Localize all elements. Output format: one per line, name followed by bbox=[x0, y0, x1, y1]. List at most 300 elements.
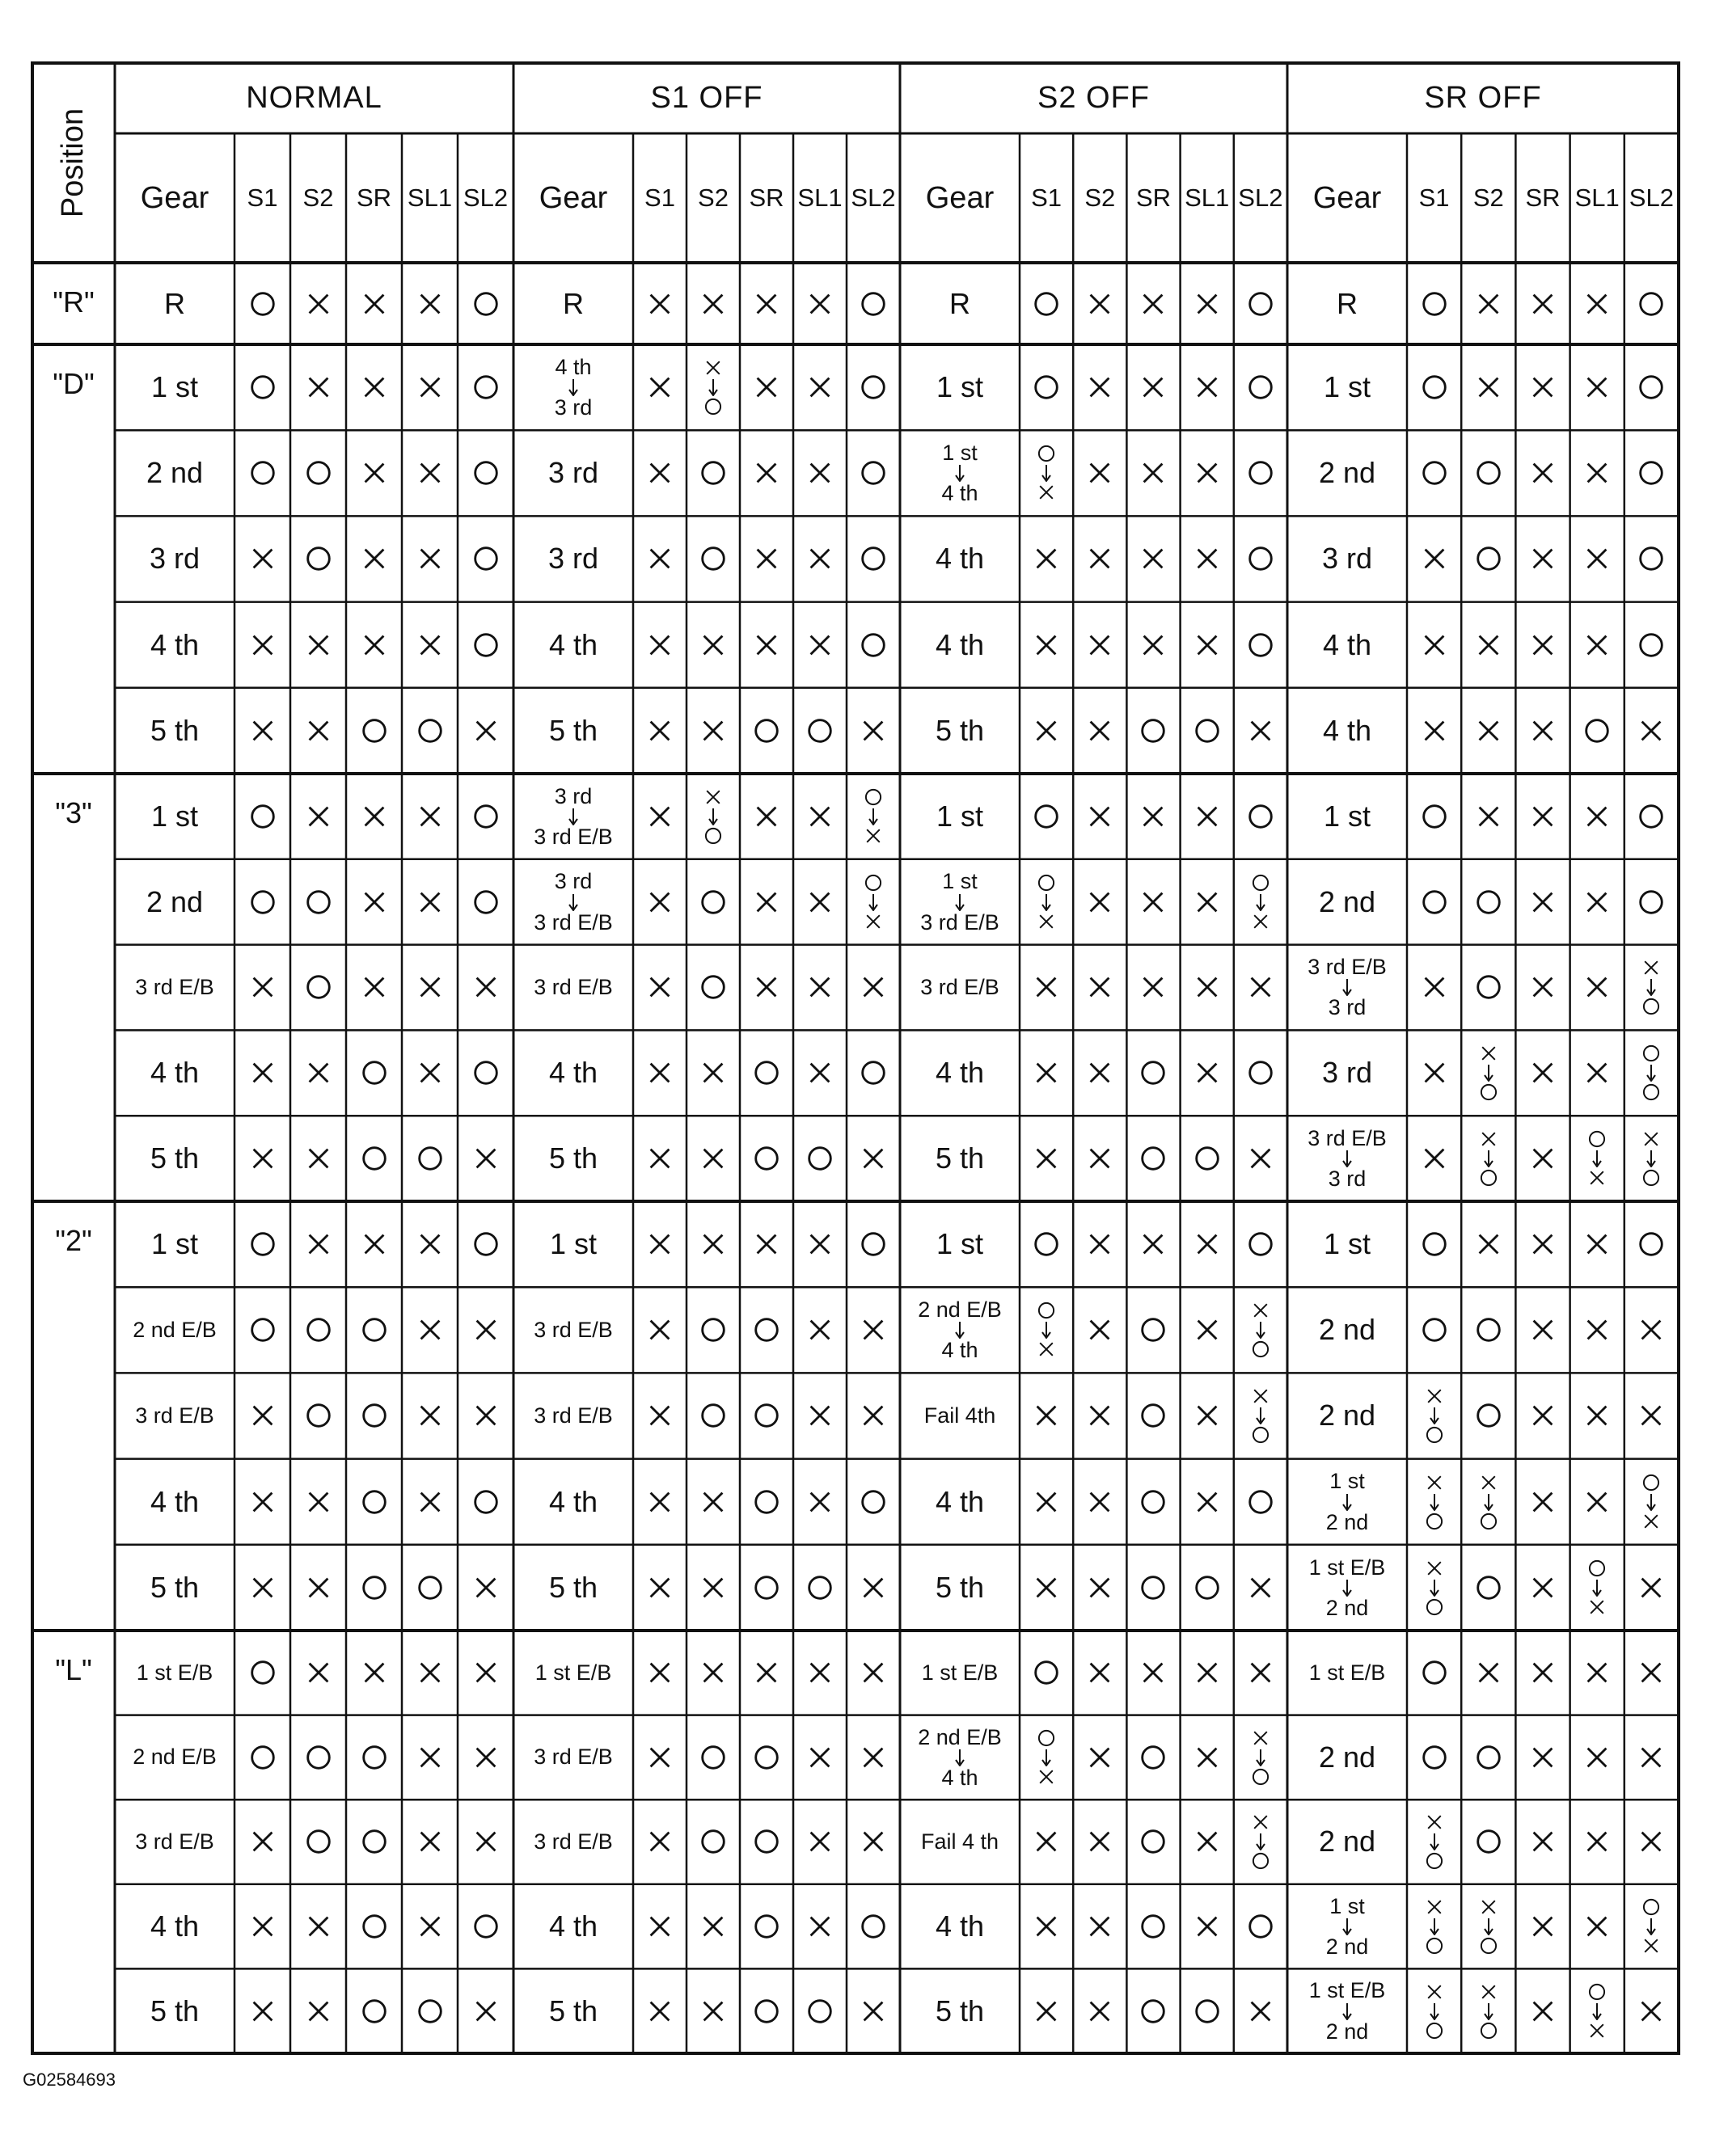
solenoid-state-cell bbox=[346, 688, 402, 774]
solenoid-state-cell bbox=[290, 859, 346, 945]
gear-value: 5 th bbox=[548, 1994, 598, 2027]
gear-value: 3 rd E/B bbox=[135, 974, 214, 999]
on-circle bbox=[703, 891, 725, 913]
on-symbol bbox=[1586, 1981, 1607, 2002]
off-symbol bbox=[415, 458, 446, 488]
off-symbol bbox=[1138, 887, 1168, 918]
solenoid-state-cell bbox=[1461, 859, 1515, 945]
solenoid-state-cell bbox=[793, 1459, 847, 1545]
solenoid-state-cell bbox=[847, 945, 900, 1031]
solenoid-state-cell bbox=[740, 1631, 793, 1715]
on-circle bbox=[1423, 293, 1445, 314]
gear-value: 5 th bbox=[548, 1570, 598, 1604]
solenoid-state-cell bbox=[847, 1373, 900, 1458]
solenoid-state-cell bbox=[687, 1968, 740, 2053]
solenoid-state-cell bbox=[1570, 602, 1624, 688]
solenoid-state-cell bbox=[847, 516, 900, 601]
solenoid-state-cell bbox=[687, 1030, 740, 1116]
solenoid-state-cell bbox=[1407, 1799, 1461, 1884]
solenoid-state-cell bbox=[740, 859, 793, 945]
solenoid-state-cell bbox=[1407, 774, 1461, 859]
solenoid-state-cell bbox=[1126, 1459, 1180, 1545]
on-circle bbox=[1250, 1491, 1272, 1513]
gear-cell bbox=[1287, 1287, 1407, 1373]
solenoid-state-cell bbox=[402, 774, 458, 859]
gear-value: 4 th bbox=[935, 627, 985, 661]
gear-cell bbox=[513, 1116, 633, 1201]
solenoid-state-cell bbox=[740, 945, 793, 1031]
solenoid-state-cell bbox=[847, 430, 900, 516]
off-symbol bbox=[1031, 630, 1062, 660]
solenoid-state-cell bbox=[1234, 945, 1287, 1031]
off-symbol bbox=[698, 715, 729, 746]
on-circle bbox=[703, 1831, 725, 1853]
solenoid-state-cell bbox=[1407, 516, 1461, 601]
off-symbol bbox=[1138, 458, 1168, 488]
on-symbol bbox=[1031, 1229, 1062, 1259]
on-circle bbox=[1036, 293, 1058, 314]
solenoid-header-s2 bbox=[1073, 133, 1126, 263]
on-symbol bbox=[1138, 1314, 1168, 1345]
on-circle bbox=[363, 1831, 385, 1853]
on-circle bbox=[1423, 1319, 1445, 1341]
solenoid-state-cell bbox=[740, 344, 793, 430]
on-symbol bbox=[359, 1996, 390, 2027]
off-symbol bbox=[1084, 1314, 1115, 1345]
on-circle bbox=[307, 462, 329, 484]
on-circle bbox=[1477, 1577, 1499, 1599]
on-circle bbox=[863, 1234, 885, 1255]
on-circle bbox=[251, 806, 273, 828]
solenoid-state-cell bbox=[1020, 688, 1073, 774]
on-symbol bbox=[858, 1229, 889, 1259]
gear-cell bbox=[115, 774, 234, 859]
off-symbol bbox=[1419, 543, 1450, 574]
off-symbol bbox=[303, 801, 334, 832]
off-symbol bbox=[247, 1826, 278, 1857]
off-symbol bbox=[644, 887, 675, 918]
on-symbol bbox=[858, 1911, 889, 1942]
solenoid-state-cell bbox=[290, 1715, 346, 1800]
gear-cell bbox=[513, 263, 633, 344]
gear-cell bbox=[513, 430, 633, 516]
gear-value: R bbox=[164, 286, 185, 320]
off-symbol bbox=[1473, 372, 1504, 403]
off-symbol bbox=[1527, 1057, 1558, 1088]
off-symbol bbox=[805, 972, 835, 1002]
on-circle bbox=[1586, 720, 1608, 742]
solenoid-state-cell bbox=[1181, 1373, 1234, 1458]
solenoid-state-cell bbox=[1234, 859, 1287, 945]
solenoid-state-cell bbox=[633, 1201, 687, 1287]
off-symbol bbox=[247, 1487, 278, 1517]
solenoid-state-cell bbox=[740, 430, 793, 516]
gear-value: 4 th bbox=[935, 1909, 985, 1943]
off-symbol bbox=[1424, 1981, 1445, 2002]
position-label bbox=[32, 344, 115, 430]
solenoid-state-cell bbox=[1126, 1631, 1180, 1715]
solenoid-state-cell bbox=[1570, 1884, 1624, 1969]
on-circle bbox=[251, 1747, 273, 1769]
off-symbol bbox=[1527, 1229, 1558, 1259]
transition-arrow-icon bbox=[1254, 1749, 1267, 1766]
on-symbol bbox=[1419, 1742, 1450, 1773]
solenoid-state-cell bbox=[1126, 688, 1180, 774]
gear-cell bbox=[513, 1030, 633, 1116]
on-symbol bbox=[1419, 887, 1450, 918]
gear-value: Fail 4th bbox=[923, 1403, 996, 1428]
transition-arrow-icon bbox=[1482, 1150, 1495, 1167]
solenoid-state-cell bbox=[402, 1631, 458, 1715]
gear-cell bbox=[900, 516, 1020, 601]
solenoid-state-cell bbox=[1515, 1459, 1569, 1545]
solenoid-state-cell bbox=[1461, 945, 1515, 1031]
on-symbol bbox=[1636, 372, 1667, 403]
solenoid-state-cell bbox=[290, 1030, 346, 1116]
off-symbol bbox=[698, 1911, 729, 1942]
off-symbol bbox=[698, 630, 729, 660]
on-circle bbox=[703, 1405, 725, 1427]
on-symbol bbox=[1245, 630, 1276, 660]
on-circle bbox=[363, 2000, 385, 2022]
off-symbol bbox=[1250, 1300, 1271, 1321]
solenoid-state-cell bbox=[1020, 1287, 1073, 1373]
on-symbol bbox=[1250, 1850, 1271, 1871]
on-symbol bbox=[1641, 1082, 1662, 1103]
solenoid-state-cell bbox=[847, 1459, 900, 1545]
solenoid-state-cell bbox=[1234, 688, 1287, 774]
off-symbol bbox=[805, 1314, 835, 1345]
solenoid-state-cell bbox=[633, 516, 687, 601]
off-symbol bbox=[1031, 1572, 1062, 1603]
solenoid-state-cell bbox=[402, 1201, 458, 1287]
gear-cell bbox=[1287, 1201, 1407, 1287]
on-symbol bbox=[1250, 1339, 1271, 1360]
solenoid-state-cell bbox=[402, 1968, 458, 2053]
transition-arrow-icon bbox=[1645, 1150, 1658, 1167]
gear-cell bbox=[115, 859, 234, 945]
off-symbol bbox=[698, 289, 729, 319]
gear-cell bbox=[513, 1373, 633, 1458]
off-symbol bbox=[644, 372, 675, 403]
solenoid-state-cell bbox=[346, 1201, 402, 1287]
off-symbol bbox=[698, 1487, 729, 1517]
gear-to: 2 nd bbox=[1325, 1595, 1369, 1620]
on-circle bbox=[1039, 446, 1054, 461]
solenoid-state-cell bbox=[1234, 1968, 1287, 2053]
on-circle bbox=[307, 548, 329, 570]
solenoid-state-cell bbox=[458, 859, 513, 945]
transition-arrow-icon bbox=[1341, 978, 1354, 996]
off-symbol bbox=[1527, 1657, 1558, 1688]
solenoid-state-cell bbox=[1181, 430, 1234, 516]
off-symbol bbox=[1192, 543, 1223, 574]
solenoid-state-cell bbox=[1020, 859, 1073, 945]
transition-arrow-icon bbox=[1040, 893, 1053, 911]
gear-cell bbox=[513, 859, 633, 945]
solenoid-state-cell bbox=[1515, 1799, 1569, 1884]
on-symbol bbox=[1419, 372, 1450, 403]
off-symbol bbox=[1582, 1487, 1612, 1517]
on-circle bbox=[1644, 1900, 1658, 1914]
solenoid-state-cell bbox=[1570, 1715, 1624, 1800]
solenoid-state-cell bbox=[1181, 1116, 1234, 1201]
gear-value: 3 rd E/B bbox=[534, 974, 613, 999]
solenoid-header-label: S1 bbox=[1418, 184, 1450, 212]
off-symbol bbox=[1582, 1742, 1612, 1773]
solenoid-state-cell bbox=[1461, 1116, 1515, 1201]
solenoid-state-cell bbox=[1407, 344, 1461, 430]
on-symbol bbox=[858, 372, 889, 403]
on-symbol bbox=[1424, 1597, 1445, 1618]
transition-arrow-icon bbox=[1428, 1493, 1441, 1511]
on-symbol bbox=[1250, 1766, 1271, 1787]
solenoid-state-cell bbox=[1515, 1545, 1569, 1631]
gear-value: 4 th bbox=[935, 1484, 985, 1518]
on-symbol bbox=[1245, 543, 1276, 574]
on-circle bbox=[251, 1319, 273, 1341]
on-circle bbox=[307, 1405, 329, 1427]
on-symbol bbox=[751, 715, 782, 746]
off-symbol bbox=[1478, 1043, 1499, 1064]
off-symbol bbox=[1192, 1229, 1223, 1259]
solenoid-state-cell bbox=[1073, 1116, 1126, 1201]
gear-header bbox=[513, 133, 633, 263]
on-circle bbox=[756, 2000, 778, 2022]
off-symbol bbox=[858, 1657, 889, 1688]
off-symbol bbox=[751, 1657, 782, 1688]
off-symbol bbox=[1424, 1472, 1445, 1493]
gear-value: R bbox=[563, 286, 584, 320]
on-circle bbox=[1250, 293, 1272, 314]
off-symbol bbox=[471, 972, 501, 1002]
off-symbol bbox=[1031, 1826, 1062, 1857]
solenoid-state-cell bbox=[1407, 1030, 1461, 1116]
on-symbol bbox=[247, 1742, 278, 1773]
solenoid-state-cell bbox=[1234, 1287, 1287, 1373]
solenoid-state-cell bbox=[290, 1545, 346, 1631]
solenoid-state-cell bbox=[687, 859, 740, 945]
solenoid-state-cell bbox=[1234, 1459, 1287, 1545]
off-symbol bbox=[1138, 543, 1168, 574]
off-symbol bbox=[1031, 972, 1062, 1002]
on-circle bbox=[363, 1148, 385, 1170]
gear-value: 1 st bbox=[936, 1227, 984, 1261]
on-symbol bbox=[415, 1572, 446, 1603]
solenoid-state-cell bbox=[1515, 344, 1569, 430]
off-symbol bbox=[1527, 1911, 1558, 1942]
solenoid-header-s2 bbox=[1461, 133, 1515, 263]
solenoid-state-cell bbox=[1461, 1545, 1515, 1631]
off-symbol bbox=[1138, 1657, 1168, 1688]
off-symbol bbox=[1084, 1657, 1115, 1688]
gear-value: 4 th bbox=[1322, 713, 1372, 747]
solenoid-state-cell bbox=[1570, 859, 1624, 945]
solenoid-state-cell bbox=[1020, 344, 1073, 430]
gear-cell bbox=[1287, 1799, 1407, 1884]
on-circle bbox=[1196, 1577, 1218, 1599]
solenoid-state-cell bbox=[458, 1459, 513, 1545]
solenoid-state-cell bbox=[740, 1201, 793, 1287]
solenoid-state-cell bbox=[1407, 1715, 1461, 1800]
off-symbol bbox=[247, 630, 278, 660]
on-symbol bbox=[1138, 715, 1168, 746]
off-symbol bbox=[471, 1657, 501, 1688]
gear-cell bbox=[1287, 945, 1407, 1031]
on-symbol bbox=[359, 1742, 390, 1773]
gear-cell bbox=[115, 1201, 234, 1287]
on-circle bbox=[1250, 1916, 1272, 1938]
solenoid-state-cell bbox=[740, 263, 793, 344]
off-symbol bbox=[415, 801, 446, 832]
solenoid-state-cell bbox=[346, 774, 402, 859]
solenoid-state-cell bbox=[1407, 430, 1461, 516]
on-symbol bbox=[1245, 1229, 1276, 1259]
on-symbol bbox=[751, 1826, 782, 1857]
transition-arrow-icon bbox=[1428, 1407, 1441, 1424]
solenoid-state-cell bbox=[793, 688, 847, 774]
on-symbol bbox=[359, 1143, 390, 1174]
solenoid-state-cell bbox=[1126, 1968, 1180, 2053]
solenoid-state-cell bbox=[346, 1968, 402, 2053]
solenoid-state-cell bbox=[793, 1631, 847, 1715]
off-symbol bbox=[303, 1572, 334, 1603]
off-symbol bbox=[1582, 801, 1612, 832]
gear-value: 5 th bbox=[935, 713, 985, 747]
on-symbol bbox=[1419, 1657, 1450, 1688]
solenoid-state-cell bbox=[1126, 1287, 1180, 1373]
off-symbol bbox=[359, 1229, 390, 1259]
solenoid-state-cell bbox=[740, 516, 793, 601]
on-symbol bbox=[247, 1657, 278, 1688]
off-symbol bbox=[1527, 289, 1558, 319]
off-symbol bbox=[415, 1826, 446, 1857]
on-symbol bbox=[1138, 1572, 1168, 1603]
on-circle bbox=[475, 1491, 496, 1513]
gear-cell bbox=[900, 1201, 1020, 1287]
solenoid-header-label: SL1 bbox=[797, 184, 843, 212]
on-circle bbox=[1250, 462, 1272, 484]
off-symbol bbox=[1036, 911, 1057, 932]
gear-value: 1 st bbox=[150, 799, 199, 833]
off-symbol bbox=[1582, 1826, 1612, 1857]
solenoid-state-cell bbox=[1407, 263, 1461, 344]
on-symbol bbox=[415, 1143, 446, 1174]
solenoid-state-cell bbox=[1181, 1884, 1234, 1969]
on-circle bbox=[863, 377, 885, 399]
solenoid-state-cell bbox=[1181, 859, 1234, 945]
on-circle bbox=[1143, 2000, 1164, 2022]
on-symbol bbox=[1636, 1229, 1667, 1259]
transition-arrow-icon bbox=[1040, 1321, 1053, 1339]
solenoid-header-label: S2 bbox=[1472, 184, 1504, 212]
on-circle bbox=[1039, 1731, 1054, 1745]
solenoid-header-sr bbox=[1515, 133, 1569, 263]
on-circle bbox=[475, 891, 496, 913]
on-symbol bbox=[751, 1487, 782, 1517]
off-symbol bbox=[415, 1742, 446, 1773]
off-symbol bbox=[698, 1996, 729, 2027]
gear-cell bbox=[1287, 1715, 1407, 1800]
on-symbol bbox=[858, 1487, 889, 1517]
off-symbol bbox=[247, 543, 278, 574]
gear-cell bbox=[900, 263, 1020, 344]
on-symbol bbox=[863, 872, 884, 893]
on-symbol bbox=[1138, 1996, 1168, 2027]
off-symbol bbox=[415, 372, 446, 403]
solenoid-state-cell bbox=[290, 688, 346, 774]
solenoid-header-label: SL2 bbox=[851, 184, 896, 212]
off-symbol bbox=[303, 1057, 334, 1088]
solenoid-state-cell bbox=[1461, 1715, 1515, 1800]
gear-cell bbox=[513, 602, 633, 688]
off-symbol bbox=[359, 543, 390, 574]
gear-value: 2 nd bbox=[146, 456, 204, 490]
gear-value: 2 nd bbox=[1318, 456, 1376, 490]
on-symbol bbox=[359, 1487, 390, 1517]
on-circle bbox=[419, 720, 441, 742]
off-symbol bbox=[1582, 1657, 1612, 1688]
off-symbol bbox=[644, 1742, 675, 1773]
off-symbol bbox=[1582, 972, 1612, 1002]
gear-value: 4 th bbox=[548, 1484, 598, 1518]
on-circle bbox=[251, 1662, 273, 1684]
on-circle bbox=[809, 1148, 831, 1170]
off-symbol bbox=[359, 630, 390, 660]
on-circle bbox=[1143, 720, 1164, 742]
solenoid-state-cell bbox=[740, 602, 793, 688]
solenoid-state-cell bbox=[458, 688, 513, 774]
off-symbol bbox=[698, 1143, 729, 1174]
solenoid-state-cell bbox=[1020, 430, 1073, 516]
gear-value: 2 nd bbox=[1318, 884, 1376, 918]
off-symbol bbox=[644, 715, 675, 746]
solenoid-state-cell bbox=[1515, 263, 1569, 344]
position-label-text: "3" bbox=[55, 796, 92, 829]
solenoid-state-cell bbox=[1624, 1799, 1679, 1884]
off-symbol bbox=[751, 1229, 782, 1259]
solenoid-state-cell bbox=[346, 430, 402, 516]
solenoid-state-cell bbox=[1126, 1884, 1180, 1969]
solenoid-state-cell bbox=[1570, 1030, 1624, 1116]
solenoid-state-cell bbox=[458, 1116, 513, 1201]
solenoid-state-cell bbox=[234, 1201, 290, 1287]
solenoid-state-cell bbox=[687, 430, 740, 516]
off-symbol bbox=[751, 372, 782, 403]
solenoid-header-s1 bbox=[633, 133, 687, 263]
transition-arrow-icon bbox=[567, 808, 580, 825]
off-symbol bbox=[1084, 458, 1115, 488]
on-symbol bbox=[1636, 289, 1667, 319]
solenoid-state-cell bbox=[793, 263, 847, 344]
gear-cell bbox=[1287, 1030, 1407, 1116]
gear-to: 4 th bbox=[941, 1765, 978, 1790]
solenoid-state-cell bbox=[234, 263, 290, 344]
gear-to: 4 th bbox=[941, 1338, 978, 1363]
on-symbol bbox=[471, 801, 501, 832]
on-symbol bbox=[858, 1057, 889, 1088]
off-symbol bbox=[1424, 1386, 1445, 1407]
gear-cell bbox=[513, 516, 633, 601]
solenoid-state-cell bbox=[1181, 602, 1234, 688]
solenoid-header-label: SR bbox=[1135, 184, 1172, 212]
off-symbol bbox=[858, 1314, 889, 1345]
solenoid-state-cell bbox=[234, 1373, 290, 1458]
gear-cell bbox=[115, 430, 234, 516]
solenoid-state-cell bbox=[1570, 263, 1624, 344]
on-circle bbox=[1196, 2000, 1218, 2022]
off-symbol bbox=[1138, 289, 1168, 319]
